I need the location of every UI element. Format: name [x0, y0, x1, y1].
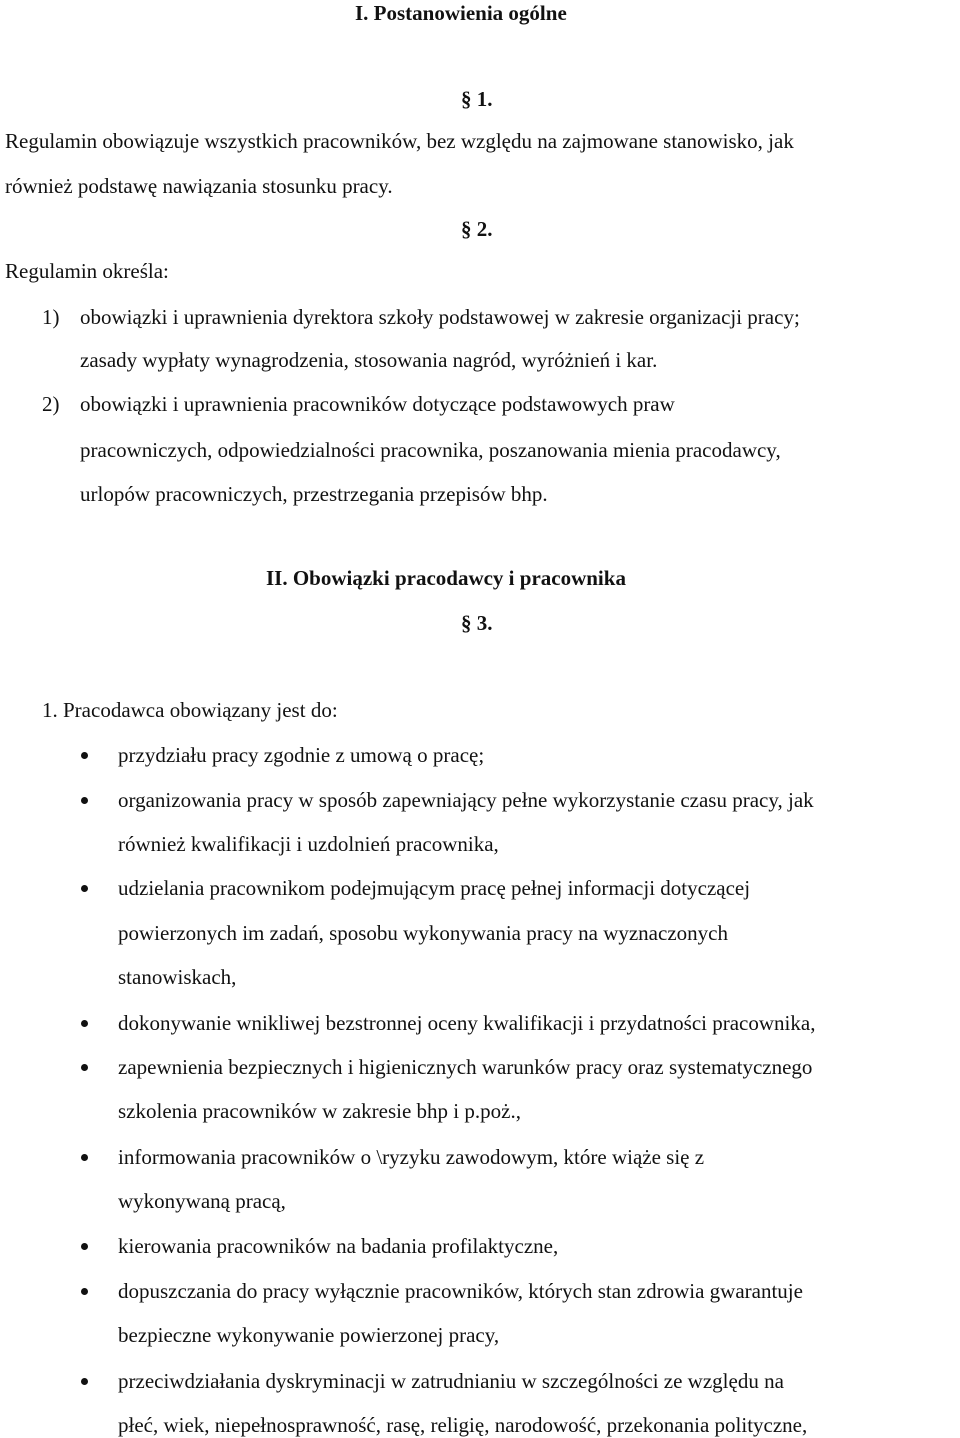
bullet-icon	[81, 1378, 88, 1385]
list-item-line: zasady wypłaty wynagrodzenia, stosowania nagród, wyróżnień i kar.	[80, 348, 658, 372]
bullet-line: powierzonych im zadań, sposobu wykonywania pracy na wyznaczonych	[118, 921, 728, 945]
paragraph-label-3: § 3.	[461, 611, 493, 635]
bullet-line: zapewnienia bezpiecznych i higienicznych warunków pracy oraz systematycznego	[118, 1055, 813, 1079]
bullet-line: przeciwdziałania dyskryminacji w zatrudnianiu w szczególności ze względu na	[118, 1369, 784, 1393]
section-heading-1: I. Postanowienia ogólne	[355, 1, 567, 25]
bullet-icon	[81, 1288, 88, 1295]
bullet-line: dokonywanie wnikliwej bezstronnej oceny kwalifikacji i przydatności pracownika,	[118, 1011, 816, 1035]
bullet-icon	[81, 1020, 88, 1027]
bullet-icon	[81, 752, 88, 759]
paragraph-1-line-1: Regulamin obowiązuje wszystkich pracowników, bez względu na zajmowane stanowisko, jak	[5, 129, 794, 153]
paragraph-label-1: § 1.	[461, 87, 493, 111]
bullet-icon	[81, 1243, 88, 1250]
bullet-line: udzielania pracownikom podejmującym pracę pełnej informacji dotyczącej	[118, 876, 751, 900]
paragraph-2-intro: Regulamin określa:	[5, 259, 169, 283]
section-heading-2: II. Obowiązki pracodawcy i pracownika	[266, 566, 626, 590]
bullet-line: bezpieczne wykonywanie powierzonej pracy,	[118, 1323, 500, 1347]
bullet-line: informowania pracowników o \ryzyku zawodowym, które wiąże się z	[118, 1145, 705, 1169]
list-item-number: 1)	[42, 305, 60, 329]
bullet-icon	[81, 885, 88, 892]
bullet-line: kierowania pracowników na badania profilaktyczne,	[118, 1234, 559, 1258]
bullet-icon	[81, 797, 88, 804]
list-item-line: urlopów pracowniczych, przestrzegania przepisów bhp.	[80, 482, 548, 506]
bullet-icon	[81, 1154, 88, 1161]
list-item-line: pracowniczych, odpowiedzialności pracownika, poszanowania mienia pracodawcy,	[80, 438, 781, 462]
bullet-line: wykonywaną pracą,	[118, 1189, 286, 1213]
bullet-line: szkolenia pracowników w zakresie bhp i p.poż.,	[118, 1099, 521, 1123]
paragraph-1-line-2: również podstawę nawiązania stosunku pracy.	[5, 174, 393, 198]
bullet-line: organizowania pracy w sposób zapewniający pełne wykorzystanie czasu pracy, jak	[118, 788, 814, 812]
bullet-line: przydziału pracy zgodnie z umową o pracę;	[118, 743, 485, 767]
bullet-line: stanowiskach,	[118, 965, 237, 989]
bullet-line: również kwalifikacji i uzdolnień pracownika,	[118, 832, 499, 856]
bullet-line: płeć, wiek, niepełnosprawność, rasę, religię, narodowość, przekonania polityczne,	[118, 1413, 808, 1437]
paragraph-label-2: § 2.	[461, 217, 493, 241]
bullet-line: dopuszczania do pracy wyłącznie pracowników, których stan zdrowia gwarantuje	[118, 1279, 803, 1303]
bullet-icon	[81, 1064, 88, 1071]
list-item-line: obowiązki i uprawnienia pracowników dotyczące podstawowych praw	[80, 392, 675, 416]
list-item-line: obowiązki i uprawnienia dyrektora szkoły podstawowej w zakresie organizacji pracy;	[80, 305, 800, 329]
paragraph-3-item-1-intro: 1. Pracodawca obowiązany jest do:	[42, 698, 338, 722]
list-item-number: 2)	[42, 392, 60, 416]
